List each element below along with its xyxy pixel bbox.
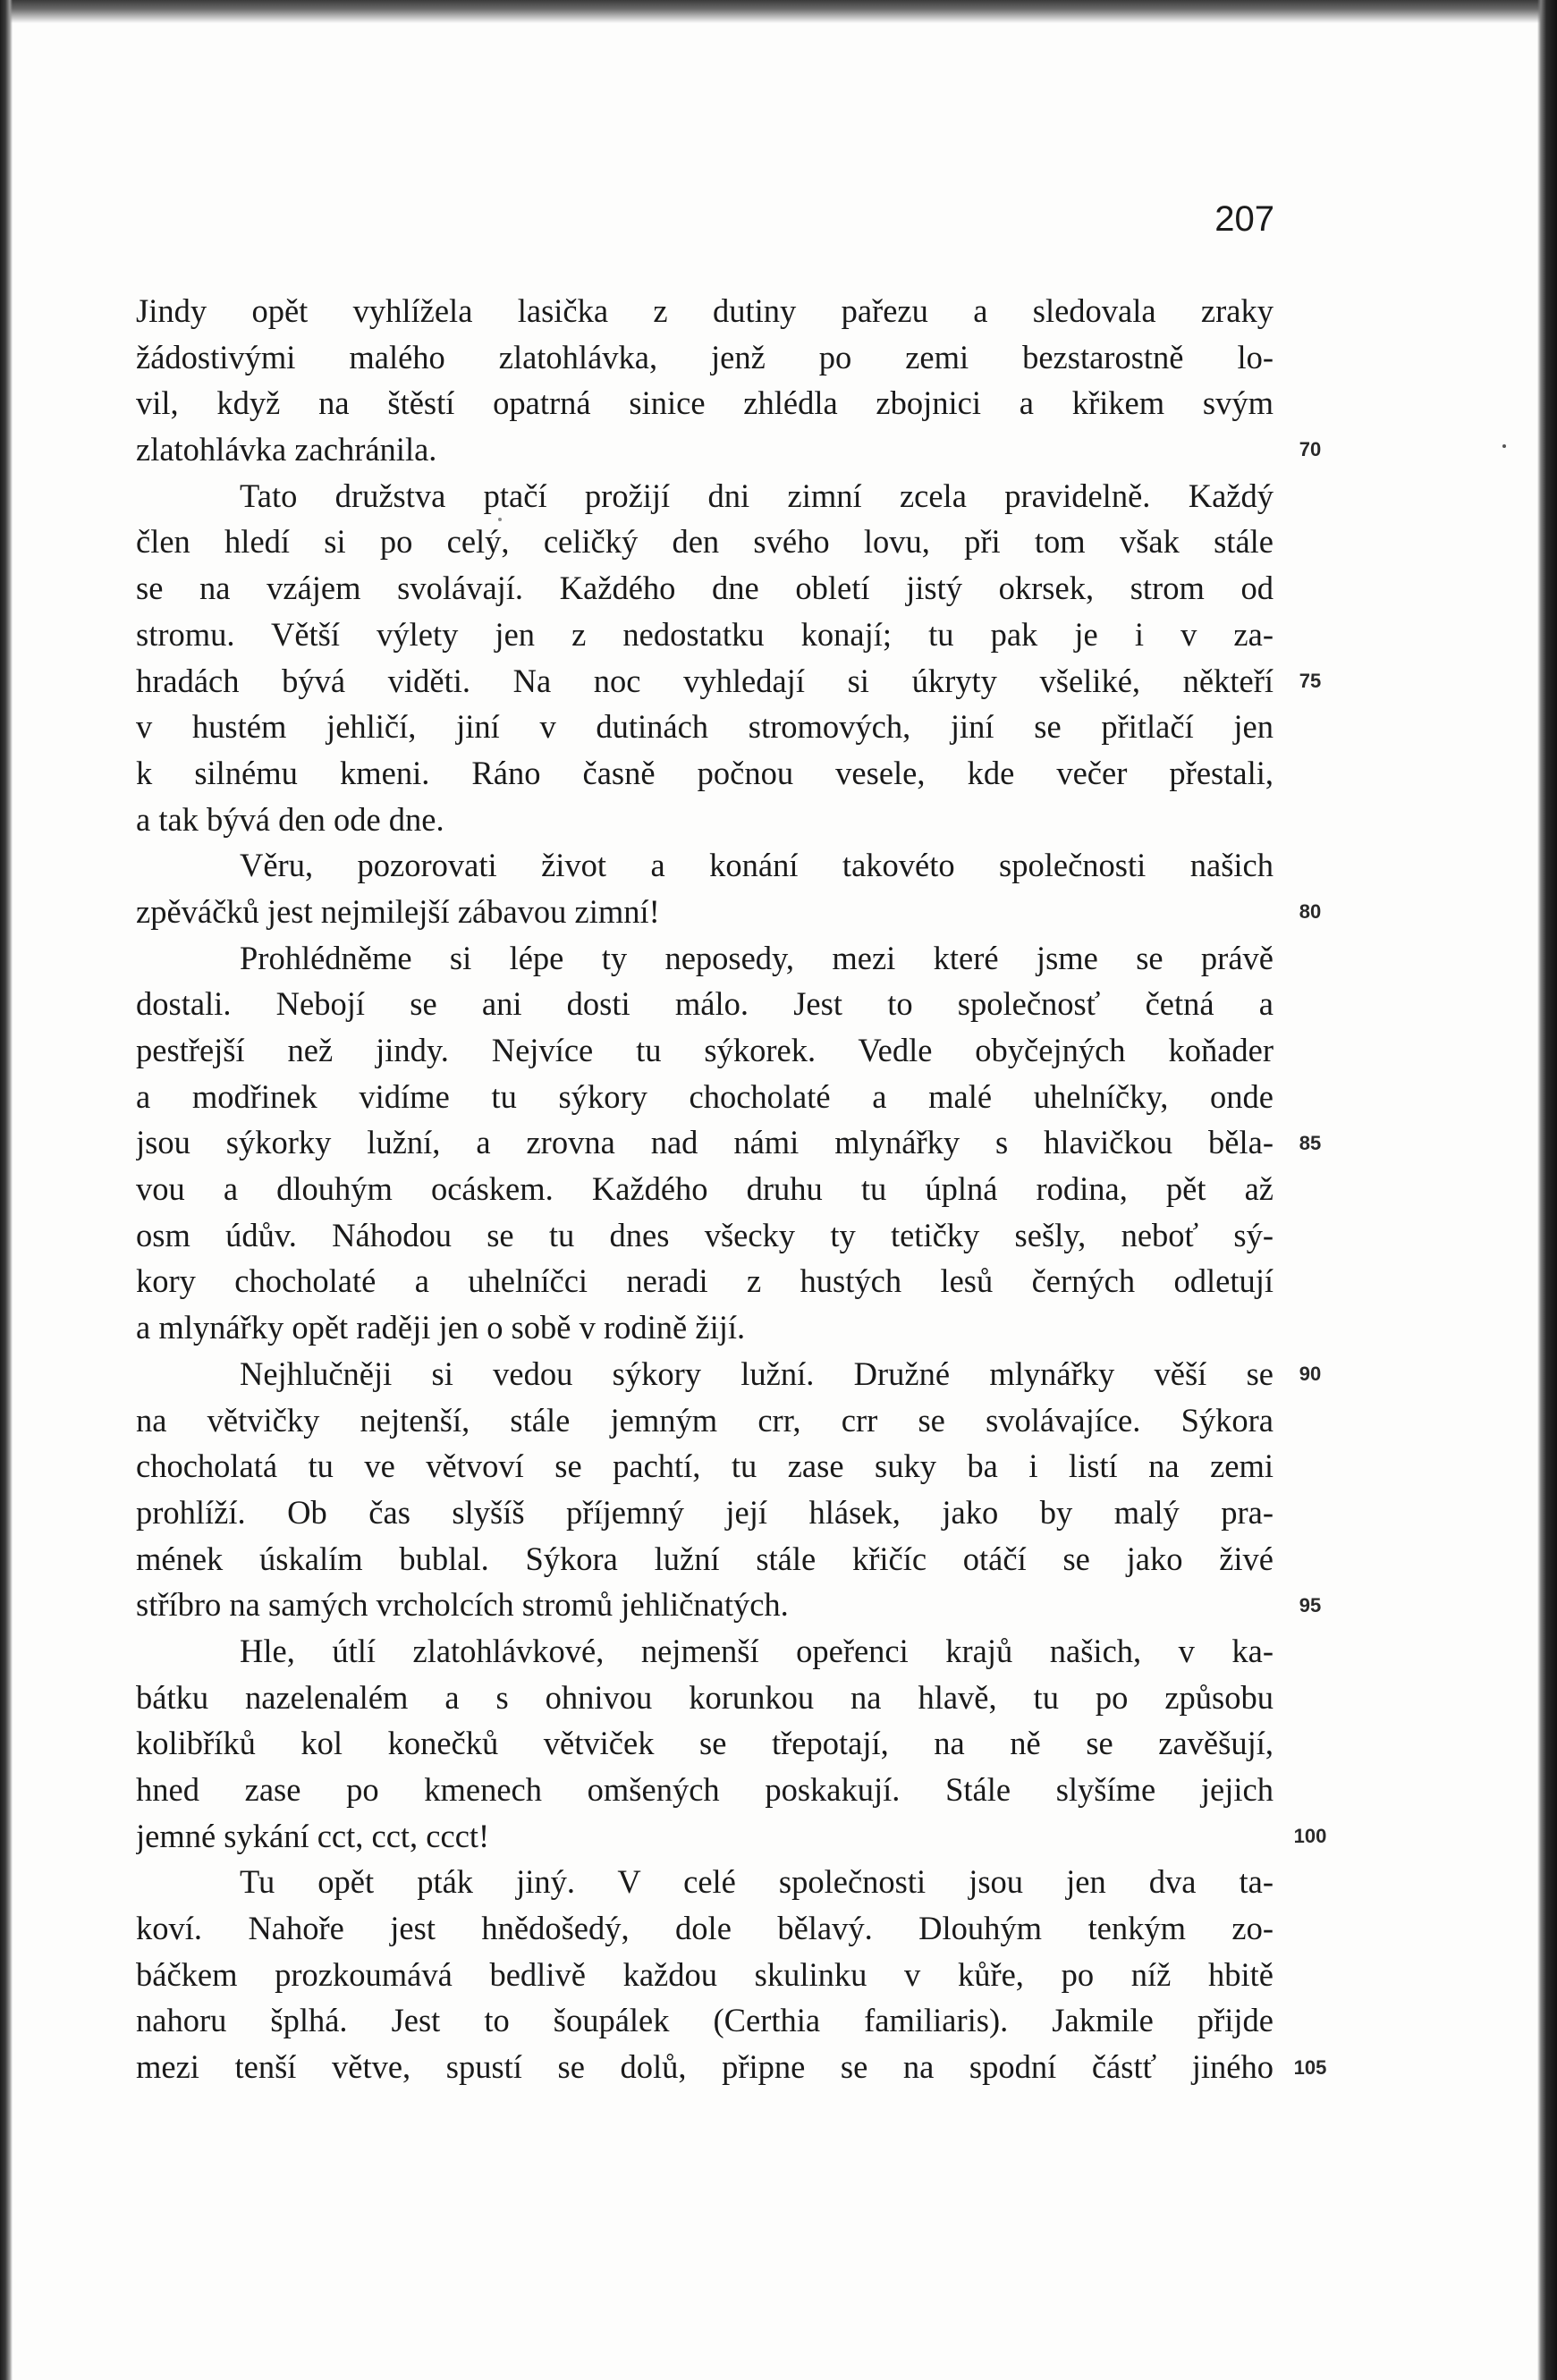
text-line: mének úskalím bublal. Sýkora lužní stále křičíc otáčí se jako živé bbox=[136, 1540, 1274, 1577]
text-line: se na vzájem svolávají. Každého dne obletí jistý okrsek, strom od bbox=[136, 570, 1274, 607]
text-line: kory chocholaté a uhelníčci neradi z hustých lesů černých odletují bbox=[136, 1262, 1274, 1300]
scan-speck bbox=[1502, 444, 1506, 448]
text-line: na větvičky nejtenší, stále jemným crr, crr se svolávajíce. Sýkora bbox=[136, 1401, 1274, 1439]
text-line: Tato družstva ptačí prožijí dni zimní zcela pravidelně. Každý bbox=[240, 477, 1274, 514]
text-line: Jindy opět vyhlížela lasička z dutiny pařezu a sledovala zraky bbox=[136, 292, 1274, 329]
body-text bbox=[136, 288, 1274, 2090]
page-number: 207 bbox=[1214, 199, 1274, 239]
line-number-75: 75 bbox=[1299, 670, 1322, 692]
text-line: člen hledí si po celý, celičký den svého lovu, při tom však stále bbox=[136, 523, 1274, 561]
text-line: Hle, útlí zlatohlávkové, nejmenší opeřenci krajů našich, v ka- bbox=[240, 1632, 1274, 1669]
text-line: koví. Nahoře jest hnědošedý, dole bělavý. Dlouhým tenkým zo- bbox=[136, 1910, 1274, 1947]
text-line: osm údův. Náhodou se tu dnes všecky ty tetičky sešly, neboť sý- bbox=[136, 1216, 1274, 1253]
text-line: jsou sýkorky lužní, a zrovna nad námi mlynářky s hlavičkou běla- bbox=[136, 1124, 1274, 1161]
text-line: a modřinek vidíme tu sýkory chocholaté a malé uhelníčky, onde bbox=[136, 1077, 1274, 1115]
text-line: nahoru šplhá. Jest to šoupálek (Certhia familiaris). Jakmile přijde bbox=[136, 2002, 1274, 2039]
text-line: a tak bývá den ode dne. bbox=[136, 800, 444, 838]
text-line: žádostivými malého zlatohlávka, jenž po zemi bezstarostně lo- bbox=[136, 338, 1274, 376]
line-number-80: 80 bbox=[1299, 900, 1322, 923]
text-line: stromu. Větší výlety jen z nedostatku konají; tu pak je i v za- bbox=[136, 615, 1274, 653]
text-line: zpěváčků jest nejmilejší zábavou zimní! bbox=[136, 892, 660, 930]
text-line: a mlynářky opět raději jen o sobě v rodině žijí. bbox=[136, 1309, 746, 1346]
line-number-70: 70 bbox=[1299, 438, 1322, 460]
text-line: Věru, pozorovati život a konání takovéto společnosti našich bbox=[240, 847, 1274, 884]
scan-edge-left bbox=[0, 0, 13, 2380]
text-line: v hustém jehličí, jiní v dutinách stromových, jiní se přitlačí jen bbox=[136, 708, 1274, 746]
text-line: báčkem prozkoumává bedlivě každou skulinku v kůře, po níž hbitě bbox=[136, 1955, 1274, 1993]
text-line: Tu opět pták jiný. V celé společnosti jsou jen dva ta- bbox=[240, 1863, 1274, 1901]
text-line: hradách bývá viděti. Na noc vyhledají si úkryty všeliké, někteří bbox=[136, 662, 1274, 699]
text-line: dostali. Nebojí se ani dosti málo. Jest to společnosť četná a bbox=[136, 985, 1274, 1023]
text-line: jemné sykání cct, cct, ccct! bbox=[136, 1817, 490, 1854]
text-line: prohlíží. Ob čas slyšíš příjemný její hlásek, jako by malý pra- bbox=[136, 1493, 1274, 1531]
text-line: bátku nazelenalém a s ohnivou korunkou na hlavě, tu po způsobu bbox=[136, 1678, 1274, 1716]
scan-edge-right bbox=[1537, 0, 1557, 2380]
line-number-105: 105 bbox=[1293, 2056, 1327, 2079]
line-number-95: 95 bbox=[1299, 1594, 1322, 1616]
text-line: mezi tenší větve, spustí se dolů, připne se na spodní částť jiného bbox=[136, 2048, 1274, 2086]
text-line: hned zase po kmenech omšených poskakují. Stále slyšíme jejich bbox=[136, 1771, 1274, 1808]
text-line: chocholatá tu ve větvoví se pachtí, tu zase suky ba i listí na zemi bbox=[136, 1447, 1274, 1485]
text-line: zlatohlávka zachránila. bbox=[136, 431, 437, 468]
text-line: vil, když na štěstí opatrná sinice zhlédla zbojnici a křikem svým bbox=[136, 384, 1274, 422]
line-number-90: 90 bbox=[1299, 1363, 1322, 1385]
text-line: vou a dlouhým ocáskem. Každého druhu tu úplná rodina, pět až bbox=[136, 1170, 1274, 1208]
line-number-100: 100 bbox=[1293, 1825, 1327, 1847]
text-line: Nejhlučněji si vedou sýkory lužní. Družné mlynářky věší se bbox=[240, 1355, 1274, 1392]
text-line: stříbro na samých vrcholcích stromů jehličnatých. bbox=[136, 1586, 789, 1624]
text-line: pestřejší než jindy. Nejvíce tu sýkorek. Vedle obyčejných koňader bbox=[136, 1032, 1274, 1068]
text-line: Prohlédněme si lépe ty neposedy, mezi které jsme se právě bbox=[240, 939, 1274, 976]
text-line: kolibříků kol konečků větviček se třepotají, na ně se zavěšují, bbox=[136, 1725, 1274, 1762]
line-number-85: 85 bbox=[1299, 1132, 1322, 1154]
scan-edge-top bbox=[0, 0, 1557, 23]
text-line: k silnému kmeni. Ráno časně počnou vesele, kde večer přestali, bbox=[136, 754, 1274, 791]
